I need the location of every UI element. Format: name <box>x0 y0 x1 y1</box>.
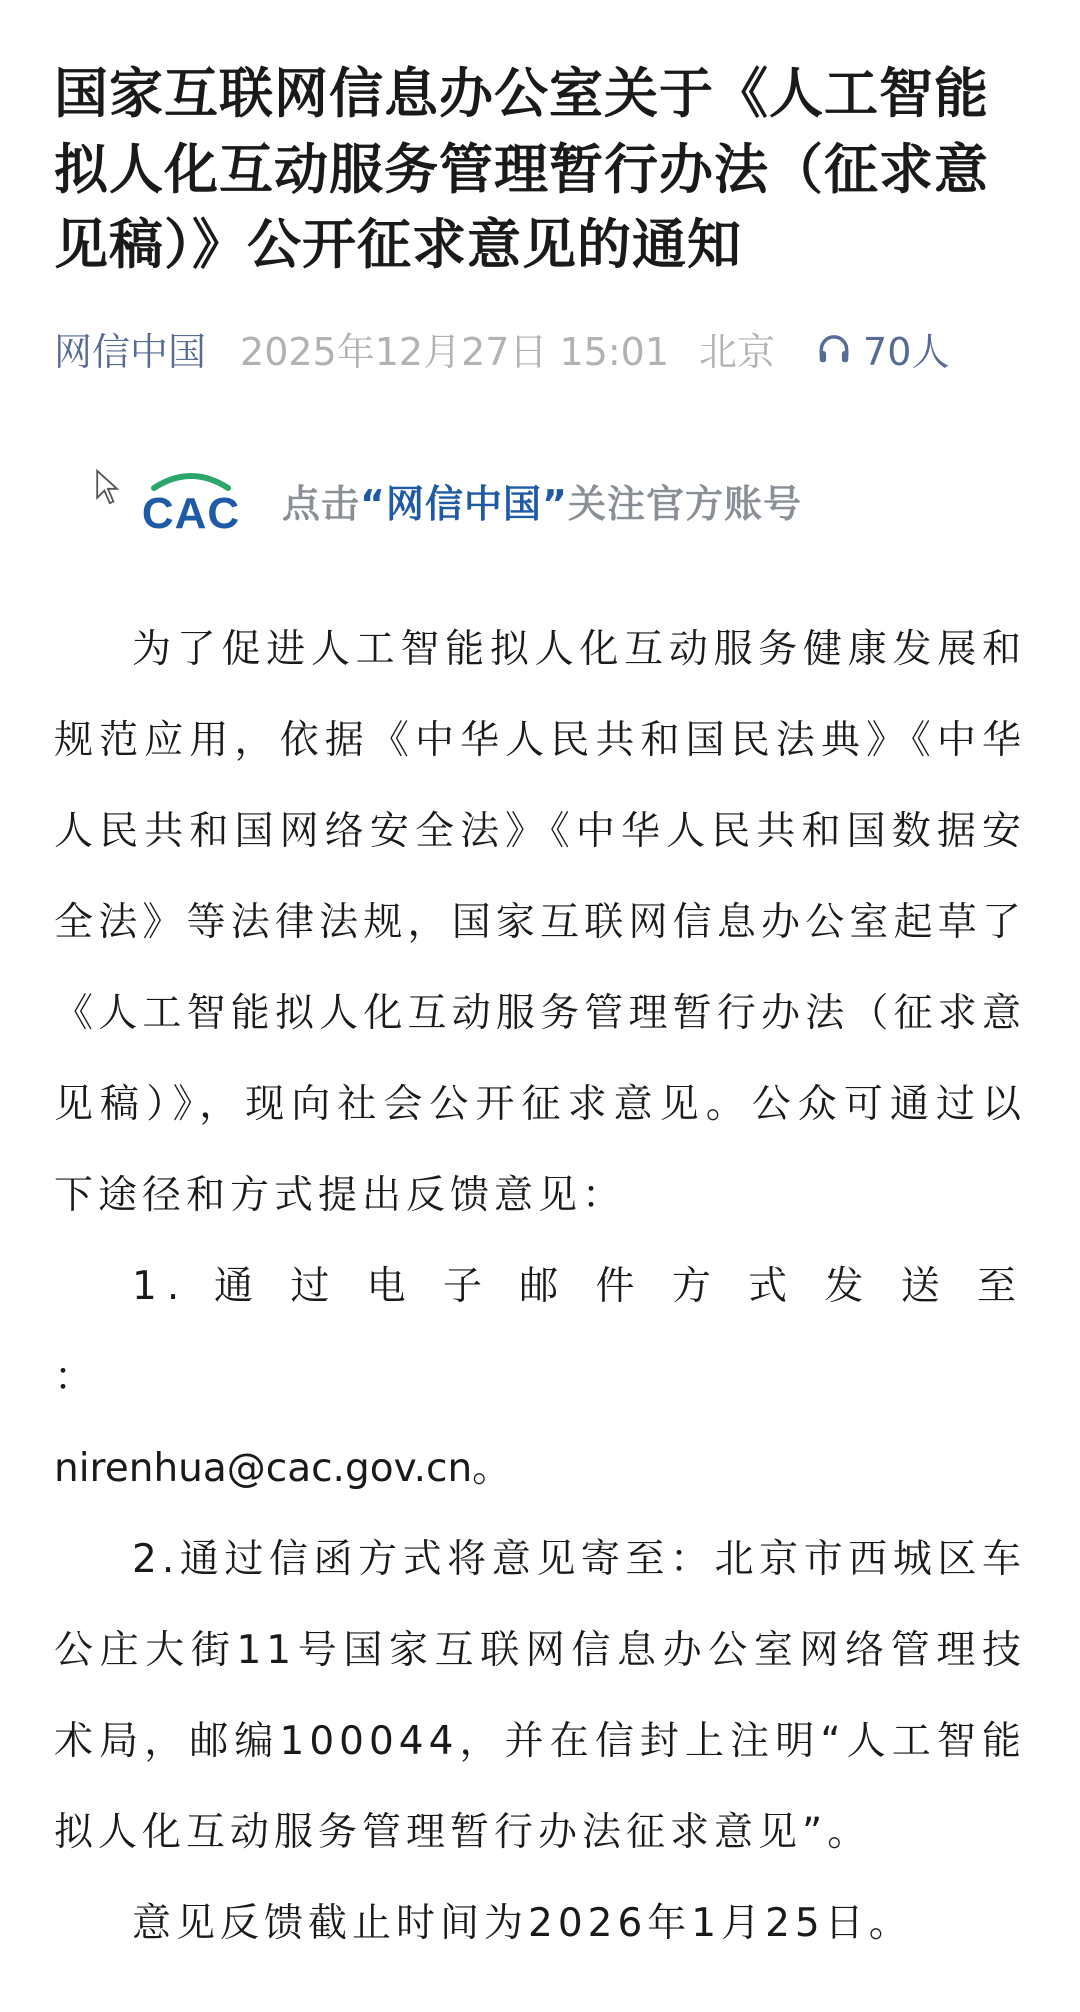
article-title: 国家互联网信息办公室关于《人工智能拟人化互动服务管理暂行办法（征求意见稿）》公开征求意见的通知 <box>54 62 989 277</box>
listen-button[interactable] <box>815 321 949 376</box>
svg-text:CAC: CAC <box>141 488 241 536</box>
headphones-icon <box>815 329 853 367</box>
article-body <box>54 604 1026 1969</box>
article-meta <box>54 321 1026 376</box>
body-paragraph-mail: 2.通过信函方式将意见寄至：北京市西城区车公庄大街11号国家互联网信息办公室网络管理技术局，邮编100044，并在信封上注明“人工智能拟人化互动服务管理暂行办法征求意见”。 <box>54 1536 1026 1855</box>
publish-date: 2025年12月27日 15:01 <box>240 329 670 374</box>
follow-cta-text: 点击“网信中国”关注官方账号 <box>282 482 802 527</box>
listener-count: 70人 <box>863 329 950 374</box>
cursor-icon <box>94 469 122 505</box>
body-paragraph-email-line: 1. 通 过 电 子 邮 件 方 式 发 送 至 ： <box>54 1263 1026 1400</box>
account-name-link[interactable]: 网信中国 <box>54 329 207 374</box>
follow-account-banner[interactable] <box>94 456 1026 546</box>
publish-location: 北京 <box>699 329 776 374</box>
body-paragraph-deadline: 意见反馈截止时间为2026年1月25日。 <box>132 1900 913 1946</box>
contact-email: nirenhua@cac.gov.cn。 <box>54 1445 512 1491</box>
cac-logo <box>126 466 256 536</box>
body-paragraph-intro: 为了促进人工智能拟人化互动服务健康发展和规范应用，依据《中华人民共和国民法典》《中华人民共和国网络安全法》《中华人民共和国数据安全法》等法律法规，国家互联网信息办公室起草了《人工智能拟人化互动服务管理暂行办法（征求意见稿）》，现向社会公开征求意见。公众可通过以下途径和方式提出反馈意见： <box>54 626 1026 1218</box>
